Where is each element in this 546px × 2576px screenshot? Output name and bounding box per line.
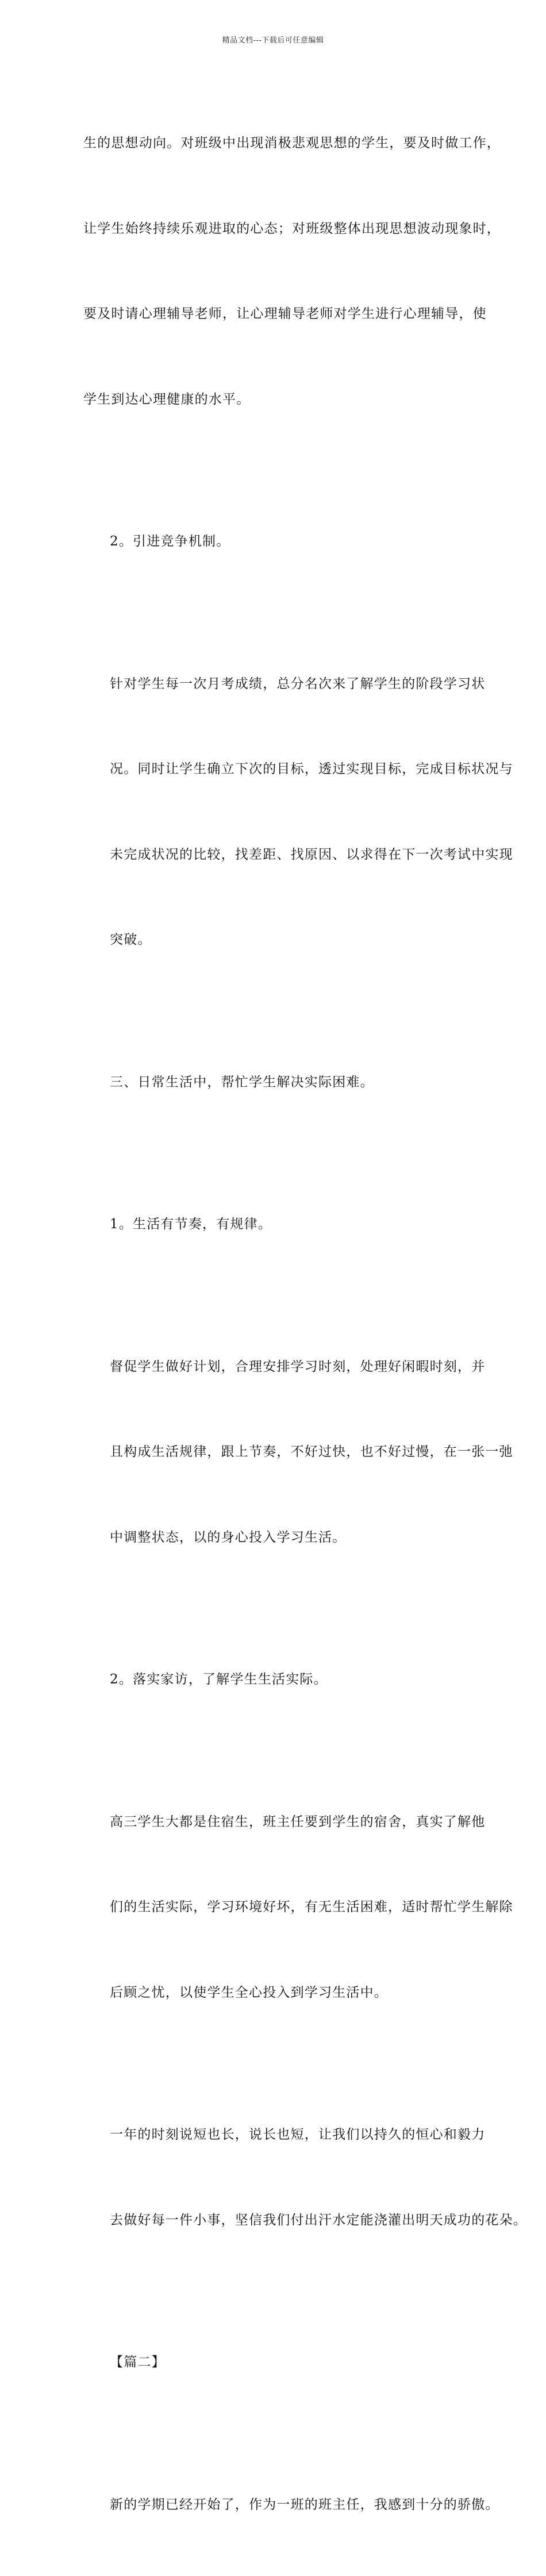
text-line: 新的学期已经开始了，作为一班的班主任，我感到十分的骄傲。	[83, 2491, 474, 2520]
subsection-heading	[83, 1154, 474, 1296]
text-line: 突破。	[83, 926, 474, 955]
document-body	[83, 72, 474, 2576]
paragraph	[83, 1296, 474, 1609]
text-line: 让学生始终持续乐观进取的心态；对班级整体出现思想波动现象时，	[83, 215, 474, 244]
text-line: 1。生活有节奏，有规律。	[83, 1210, 474, 1239]
article-marker	[83, 2292, 474, 2434]
text-line: 生的思想动向。对班级中出现消极悲观思想的学生，要及时做工作，	[83, 129, 474, 158]
page-header: 精品文档---下载后可任意编辑	[0, 36, 546, 46]
text-line: 去做好每一件小事，坚信我们付出汗水定能浇灌出明天成功的花朵。	[83, 2206, 474, 2235]
section-heading	[83, 1012, 474, 1154]
text-line: 后顾之忧，以使学生全心投入到学习生活中。	[83, 1979, 474, 2008]
text-line: 且构成生活规律，跟上节奏，不好过快，也不好过慢，在一张一弛	[83, 1438, 474, 1467]
text-line: 针对学生每一次月考成绩，总分名次来了解学生的阶段学习状	[83, 670, 474, 699]
paragraph	[83, 613, 474, 1012]
text-line: 中调整状态，以的身心投入学习生活。	[83, 1524, 474, 1552]
text-line: 况。同时让学生确立下次的目标，透过实现目标，完成目标状况与	[83, 755, 474, 784]
text-line: 2。引进竞争机制。	[83, 528, 474, 556]
subsection-heading	[83, 1609, 474, 1751]
text-line: 未完成状况的比较，找差距、找原因、以求得在下一次考试中实现	[83, 841, 474, 870]
text-line: 要及时请心理辅导老师，让心理辅导老师对学生进行心理辅导，使	[83, 300, 474, 329]
text-line: 们的生活实际，学习环境好坏，有无生活困难，适时帮忙学生解除	[83, 1893, 474, 1922]
text-line: 一年的时刻说短也长，说长也短，让我们以持久的恒心和毅力	[83, 2121, 474, 2150]
text-line: 督促学生做好计划，合理安排学习时刻，处理好闲暇时刻，并	[83, 1353, 474, 1382]
document-page	[0, 0, 546, 772]
paragraph	[83, 72, 474, 471]
text-line: 高三学生大都是住宿生，班主任要到学生的宿舍，真实了解他	[83, 1808, 474, 1837]
text-line: 三、日常生活中，帮忙学生解决实际困难。	[83, 1068, 474, 1097]
text-line: 2。落实家访，了解学生生活实际。	[83, 1666, 474, 1694]
paragraph	[83, 2064, 474, 2292]
paragraph	[83, 2434, 474, 2576]
paragraph	[83, 1751, 474, 2064]
section-heading	[83, 471, 474, 613]
text-line: 学生到达心理健康的水平。	[83, 386, 474, 414]
text-line: 【篇二】	[83, 2348, 474, 2377]
